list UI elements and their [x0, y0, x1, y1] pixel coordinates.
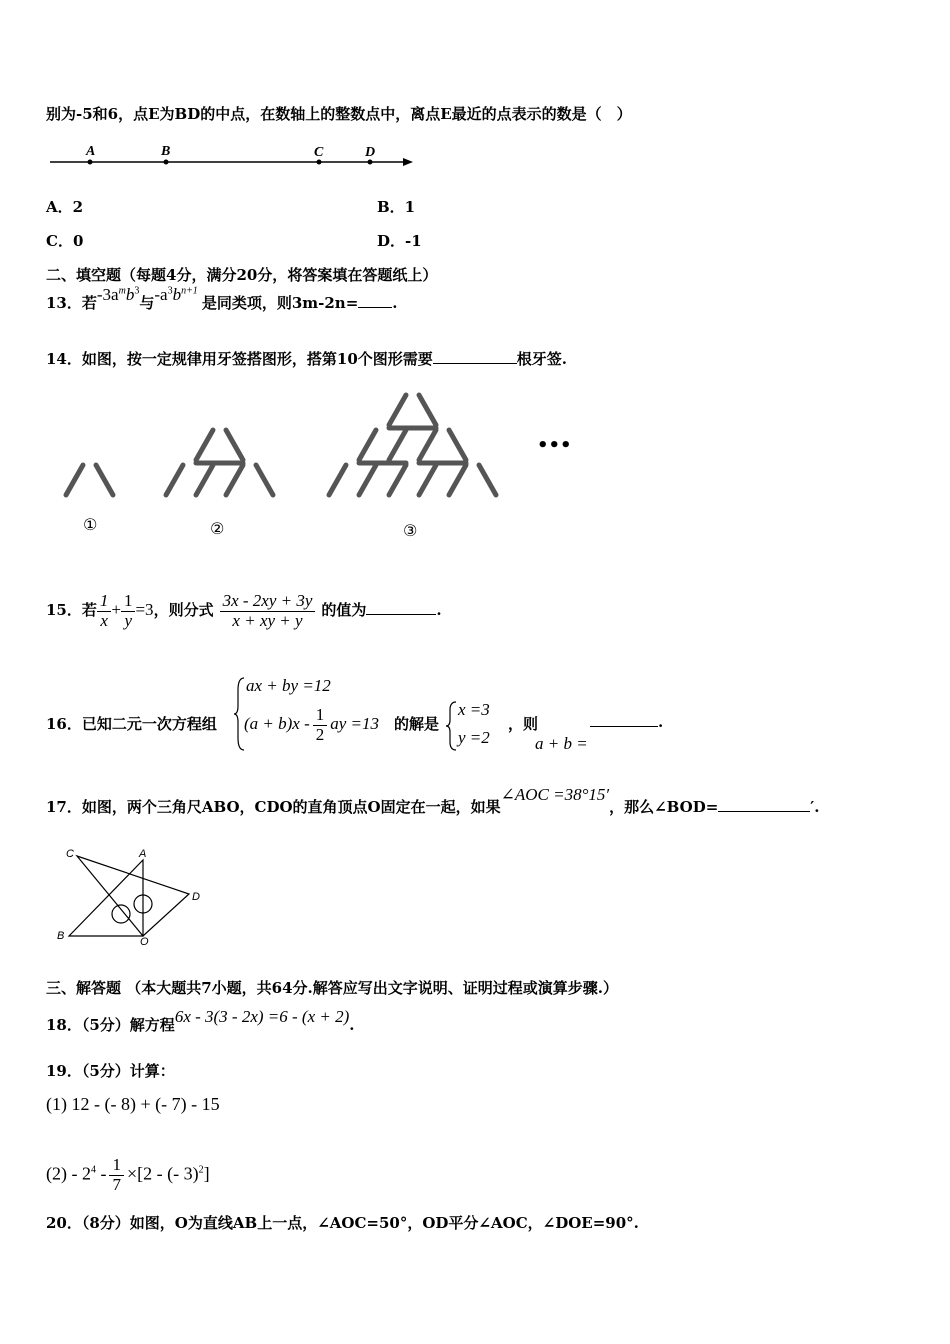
q16-stem: 16．已知二元一次方程组: [46, 715, 217, 733]
fig-label-c: C: [66, 848, 74, 860]
axis-label-b: B: [161, 144, 171, 159]
q16-then: ，则: [508, 715, 539, 733]
q12-stem: 别为-5和6，点E为BD的中点，在数轴上的整数点中，离点E最近的点表示的数是（ ）: [46, 105, 632, 123]
point-c: [317, 160, 322, 165]
q19-part2: $(2) - 2^4$ - $\frac{1}{7}$ ×[2 - (- 3)$^2$]: [46, 1155, 210, 1194]
q15-blank[interactable]: [366, 614, 436, 615]
toothpick-figures: [50, 380, 630, 550]
fig-label-o: O: [140, 936, 149, 948]
q16-mid: 的解是: [394, 715, 440, 733]
q16-blank-wrap: .: [590, 713, 663, 731]
q16-blank[interactable]: [590, 726, 658, 727]
section3-heading: 三、解答题 （本大题共7小题，共64分.解答应写出文字说明、证明过程或演算步骤.）: [46, 979, 618, 997]
point-d: [368, 160, 373, 165]
fig-label-3: ③: [403, 521, 418, 540]
option-d[interactable]: D．-1: [377, 232, 422, 250]
q14-blank[interactable]: [433, 363, 517, 364]
q17: 17．如图，两个三角尺ABO，CDO的直角顶点O固定在一起，如果∠AOC =38°15′，那么∠BOD= ′.: [46, 785, 820, 816]
q15: 15．若 $\frac{1}{x}$ + $\frac{1}{y}$ =3，则分式 $\frac{3x - 2xy + 3y}{x + xy + y}$ 的值为 .: [46, 591, 442, 630]
triangles-figure: [55, 842, 215, 952]
q20: 20．（8分）如图，O为直线AB上一点，∠AOC=50°，OD平分∠AOC，∠DOE=90°.: [46, 1214, 639, 1232]
fig-label-1: ①: [83, 515, 98, 534]
q14: 14．如图，按一定规律用牙签搭图形，搭第10个图形需要 根牙签.: [46, 350, 567, 368]
q18: 18．（5分）解方程6x - 3(3 - 2x) =6 - (x + 2).: [46, 1007, 355, 1034]
q19-part1: (1) 12 - (- 8) + (- 7) - 15: [46, 1094, 220, 1114]
axis-label-d: D: [365, 145, 376, 160]
option-b[interactable]: B．1: [377, 198, 416, 216]
option-a[interactable]: A．2: [46, 198, 84, 216]
section2-heading: 二、填空题（每题4分，满分20分，将答案填在答题纸上）: [46, 266, 438, 284]
point-b: [164, 160, 169, 165]
fig-label-a: A: [139, 848, 147, 860]
point-a: [88, 160, 93, 165]
q13: 13．若$-3a^mb^3$与$-a^3b^{n+1}$是同类项，则3m-2n= .: [46, 285, 398, 312]
q16-ab: a + b =: [535, 734, 588, 753]
axis-label-c: C: [314, 145, 324, 160]
fig-label-2: ②: [210, 519, 225, 538]
axis-label-a: A: [86, 144, 96, 159]
number-line: [45, 140, 465, 180]
option-c[interactable]: C．0: [46, 232, 84, 250]
q19: 19．（5分）计算：: [46, 1062, 175, 1080]
ellipsis: •••: [537, 435, 572, 456]
fig-label-b: B: [57, 930, 65, 942]
q17-blank[interactable]: [718, 811, 810, 812]
fig-label-d: D: [192, 891, 200, 903]
